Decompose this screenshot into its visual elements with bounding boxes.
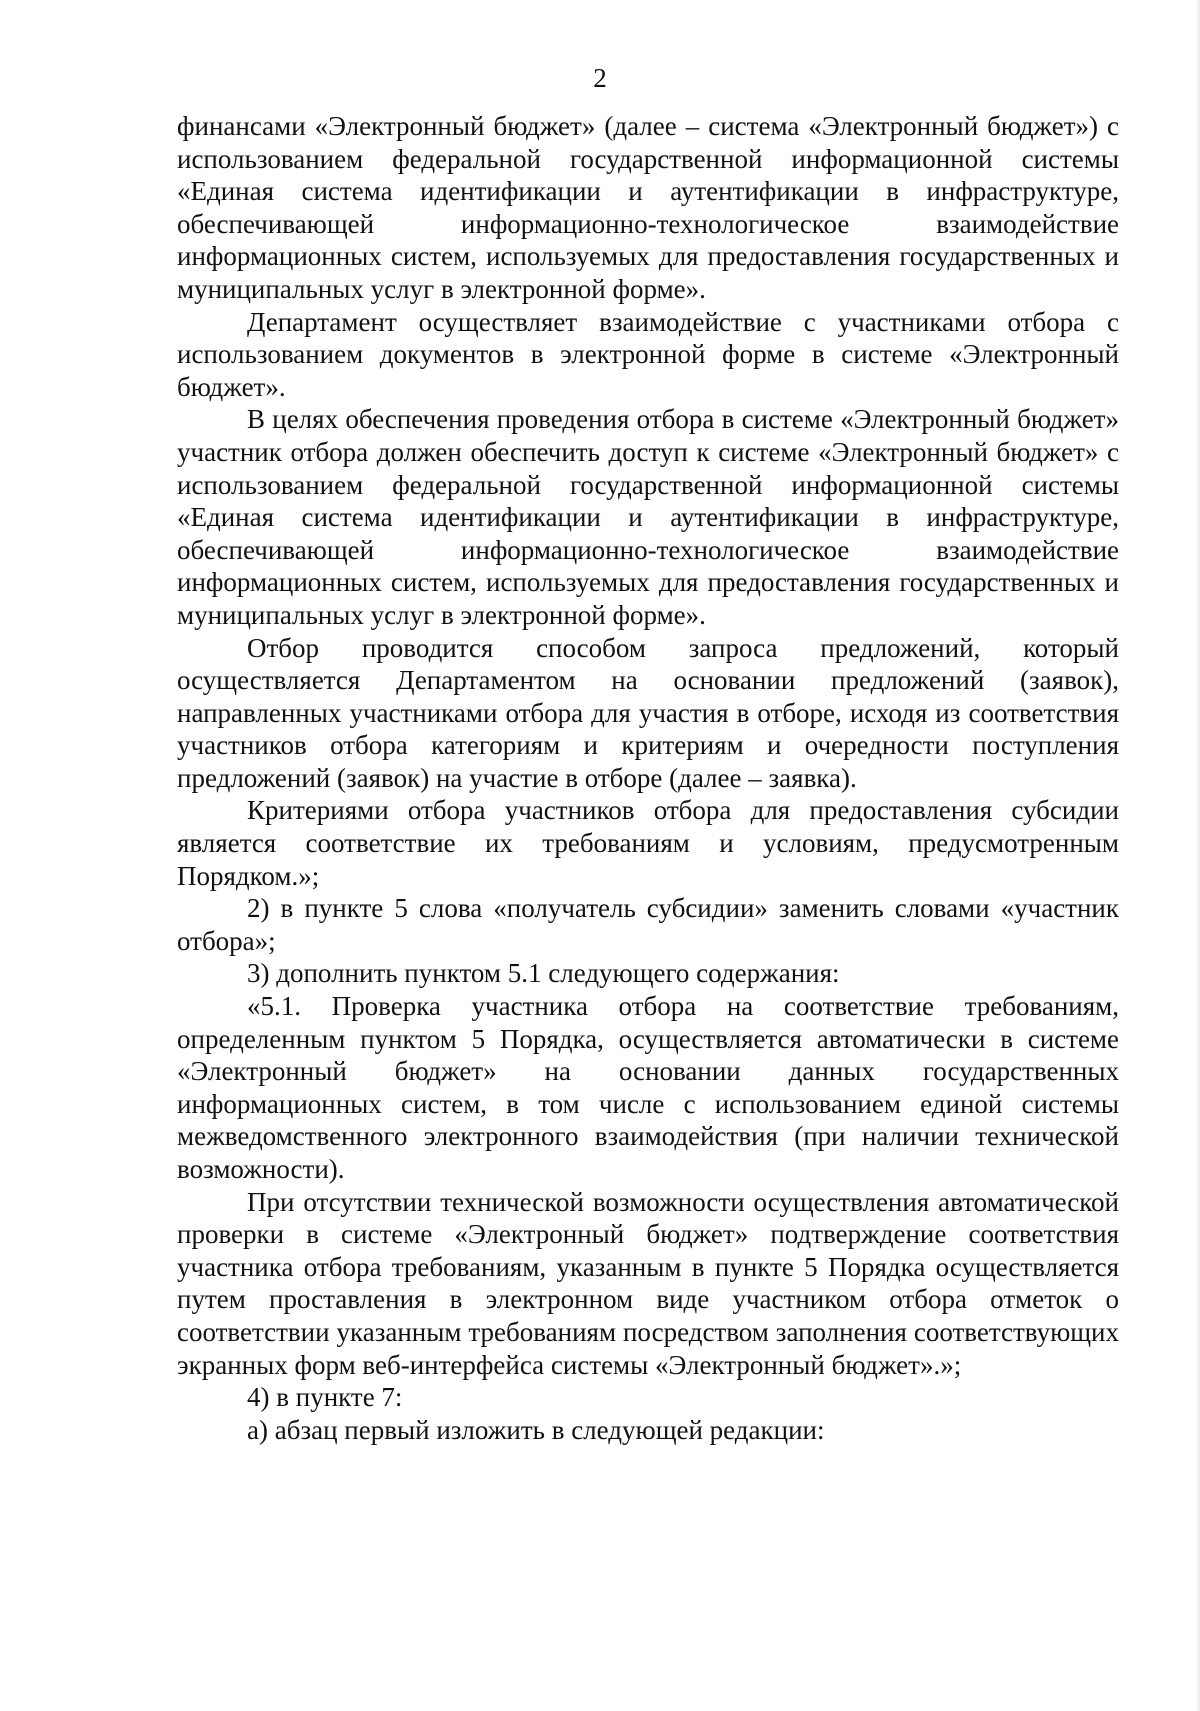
list-item-2: 2) в пункте 5 слова «получатель субсидии» заменить словами «участник отбора»;	[177, 893, 1119, 956]
page-number: 2	[593, 63, 607, 93]
paragraph-3: В целях обеспечения проведения отбора в системе «Электронный бюджет» участник отбора должен обеспечить доступ к системе «Электронный бюджет» с использованием федеральной государственной информационной системы «Единая система идентификации и аутентификации в инфраструктуре, обеспечивающей информационно-технологическое взаимодействие информационных систем, используемых для предоставления государственных и муниципальных услуг в электронной форме».	[177, 404, 1119, 630]
list-item-3: 3) дополнить пунктом 5.1 следующего содержания:	[247, 958, 840, 989]
paragraph-4: Отбор проводится способом запроса предложений, который осуществляется Департаментом на основании предложений (заявок), направленных участниками отбора для участия в отборе, исходя из соответствия участников отбора категориям и критериям и очередности поступления предложений (заявок) на участие в отборе (далее – заявка).	[177, 632, 1119, 793]
sub-item-a: а) абзац первый изложить в следующей редакции:	[247, 1414, 825, 1445]
scan-edge-shadow	[1196, 0, 1200, 1711]
document-body	[177, 110, 1119, 1446]
paragraph-1: финансами «Электронный бюджет» (далее – система «Электронный бюджет») с использованием федеральной государственной информационной системы «Единая система идентификации и аутентификации в инфраструктуре, обеспечивающей информационно-технологическое взаимодействие информационных систем, используемых для предоставления государственных и муниципальных услуг в электронной форме».	[177, 111, 1119, 304]
paragraph-2: Департамент осуществляет взаимодействие с участниками отбора с использованием документов в электронной форме в системе «Электронный бюджет».	[177, 306, 1119, 402]
paragraph-5: Критериями отбора участников отбора для предоставления субсидии является соответствие их требованиям и условиям, предусмотренным Порядком.»;	[177, 795, 1119, 891]
paragraph-5-1: «5.1. Проверка участника отбора на соответствие требованиям, определенным пунктом 5 Порядка, осуществляется автоматически в системе «Электронный бюджет» на основании данных государственных информационных систем, в том числе с использованием единой системы межведомственного электронного взаимодействия (при наличии технической возможности).	[177, 991, 1119, 1184]
paragraph-alt-check: При отсутствии технической возможности осуществления автоматической проверки в системе «Электронный бюджет» подтверждение соответствия участника отбора требованиям, указанным в пункте 5 Порядка осуществляется путем проставления в электронном виде участником отбора отметок о соответствии указанным требованиям посредством заполнения соответствующих экранных форм веб-интерфейса системы «Электронный бюджет».»;	[177, 1186, 1119, 1380]
list-item-4: 4) в пункте 7:	[247, 1382, 403, 1413]
